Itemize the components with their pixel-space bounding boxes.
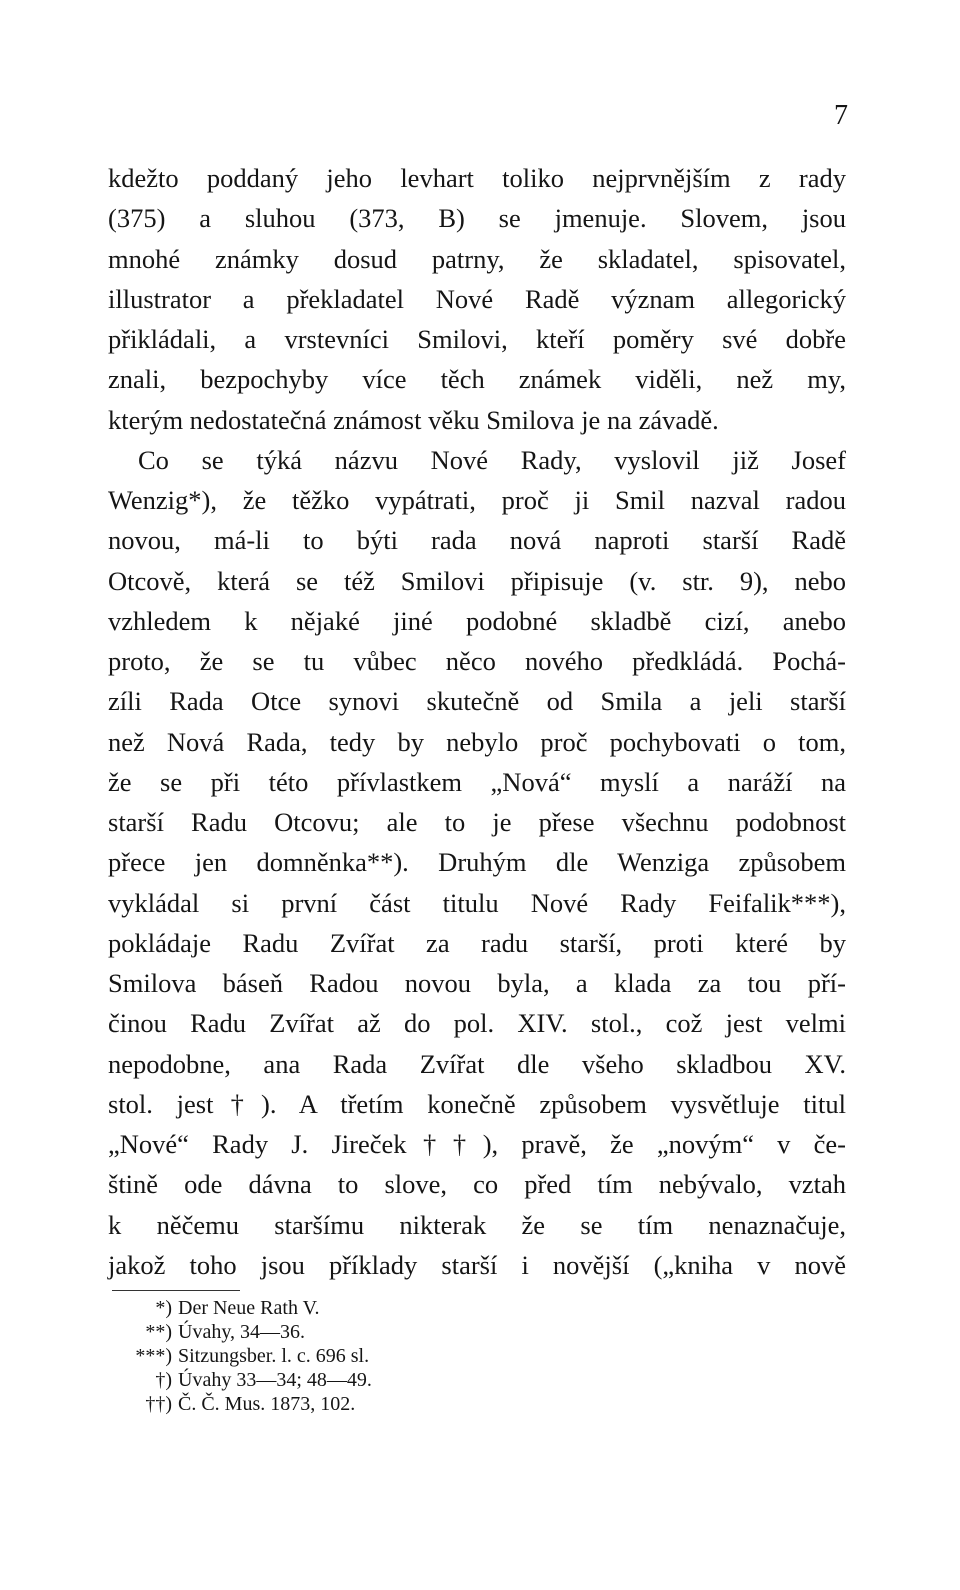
text-line: illustrator a překladatel Nové Radě význam allegorický <box>108 283 846 314</box>
text-line: nepodobne, ana Rada Zvířat dle všeho skladbou XV. <box>108 1048 846 1079</box>
text-line: přece jen domněnka**). Druhým dle Wenziga způsobem <box>108 847 846 878</box>
text-line: znali, bezpochyby více těch známek viděli, než my, <box>108 364 846 395</box>
footnote-text: Der Neue Rath V. <box>178 1297 320 1319</box>
text-line: vzhledem k nějaké jiné podobné skladbě cizí, anebo <box>108 605 846 636</box>
footnote-text: Úvahy 33—34; 48—49. <box>178 1369 372 1391</box>
text-line: přikládali, a vrstevníci Smilovi, kteří poměry své dobře <box>108 324 846 354</box>
footnote-mark: †) <box>155 1369 172 1391</box>
footnote <box>112 1392 612 1416</box>
footnote-text: Č. Č. Mus. 1873, 102. <box>178 1393 356 1415</box>
text-line: činou Radu Zvířat až do pol. XIV. stol., což jest velmi <box>108 1008 846 1039</box>
footnote <box>112 1320 612 1344</box>
text-line: jakož toho jsou příklady starší i novější („kniha v nově <box>108 1249 846 1280</box>
text-line: pokládaje Radu Zvířat za radu starší, proti které by <box>108 927 846 958</box>
text-line: že se při této přívlastkem „Nová“ myslí a naráží na <box>108 766 846 797</box>
body-text <box>108 158 846 1285</box>
text-line: k něčemu staršímu nikterak že se tím nenaznačuje, <box>108 1209 846 1240</box>
footnote <box>112 1296 612 1320</box>
text-line: (375) a sluhou (373, B) se jmenuje. Slovem, jsou <box>108 203 846 234</box>
text-line: stol. jest†). A třetím konečně způsobem vysvětluje titul <box>108 1088 846 1119</box>
footnotes <box>112 1296 612 1416</box>
text-line: Wenzig*), že těžko vypátrati, proč ji Smil nazval radou <box>108 485 846 515</box>
footnote-rule <box>112 1290 240 1291</box>
footnote-text: Úvahy, 34—36. <box>178 1321 306 1343</box>
text-line: mnohé známky dosud patrny, že skladatel, spisovatel, <box>108 243 846 274</box>
text-line: „Nové“ Rady J. Jireček††), pravě, že „novým“ v če- <box>108 1129 846 1159</box>
footnote-mark: ***) <box>135 1345 172 1367</box>
footnote <box>112 1368 612 1392</box>
page-number: 7 <box>834 100 848 131</box>
footnote-mark: ††) <box>145 1393 172 1415</box>
text-line: kterým nedostatečná známost věku Smilova je na závadě. <box>108 404 719 435</box>
footnote-mark: **) <box>145 1321 172 1343</box>
footnote-text: Sitzungsber. l. c. 696 sl. <box>178 1345 370 1367</box>
text-line: novou, má-li to býti rada nová naproti starší Radě <box>108 525 846 556</box>
text-line: Otcově, která se též Smilovi připisuje (v. str. 9), nebo <box>108 565 846 596</box>
text-line: vykládal si první část titulu Nové Rady Feifalik***), <box>108 887 846 918</box>
footnote <box>112 1344 612 1368</box>
text-line: Smilova báseň Radou novou byla, a klada za tou pří- <box>108 968 846 998</box>
text-line: kdežto poddaný jeho levhart toliko nejprvnějším z rady <box>108 163 846 193</box>
text-line: Co se týká názvu Nové Rady, vyslovil již Josef <box>138 444 846 475</box>
text-line: proto, že se tu vůbec něco nového předkládá. Pochá- <box>108 646 846 676</box>
text-line: štině ode dávna to slove, co před tím nebývalo, vztah <box>108 1169 846 1200</box>
text-line: zíli Rada Otce synovi skutečně od Smila a jeli starší <box>108 686 846 717</box>
text-line: než Nová Rada, tedy by nebylo proč pochybovati o tom, <box>108 726 846 757</box>
text-line: starší Radu Otcovu; ale to je přese všechnu podobnost <box>108 807 846 837</box>
footnote-mark: *) <box>155 1297 172 1319</box>
